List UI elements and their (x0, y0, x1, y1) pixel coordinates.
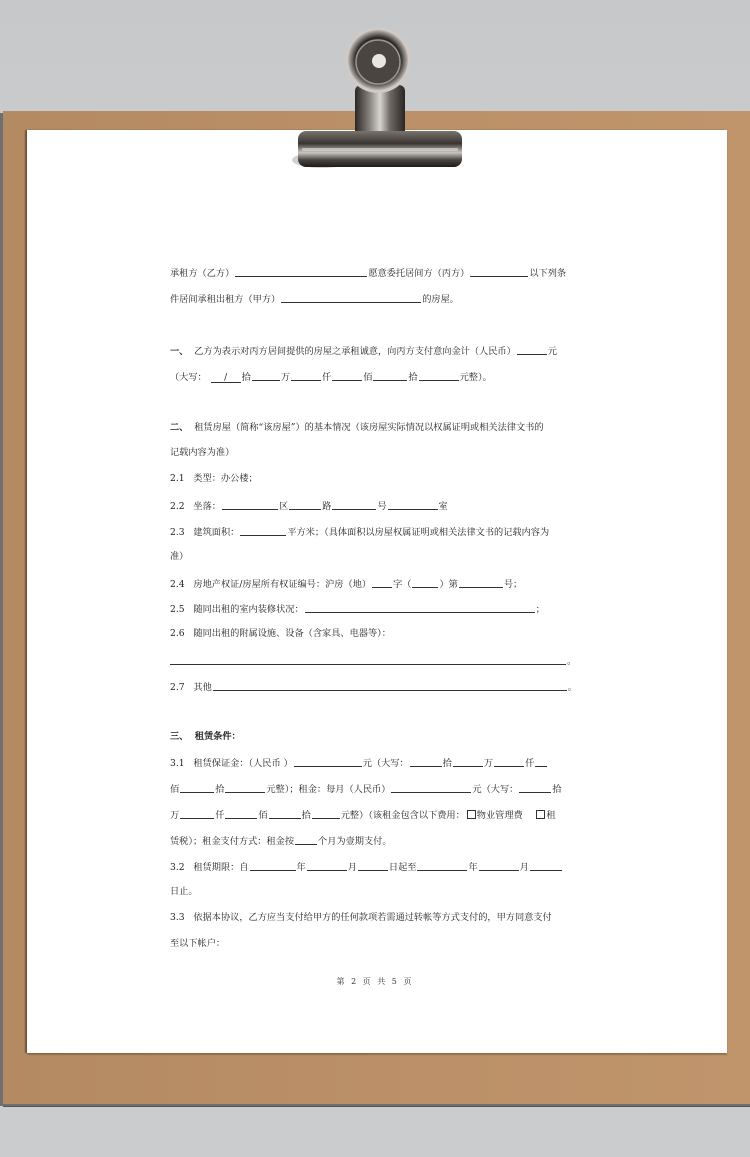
item-2-5: 2.5 随同出租的室内装修状况： ； (170, 604, 545, 615)
item-2-7: 2.7 其他 。 (170, 682, 577, 693)
item-3-3-cont: 至以下帐户： (170, 938, 226, 949)
section-2-heading-cont: 记载内容为准） (170, 447, 235, 458)
item-3-2: 3.2 租赁期限：自 年 月 日起至 年 月 (170, 860, 563, 874)
item-3-3: 3.3 依据本协议，乙方应当支付给甲方的任何款项若需通过转帐等方式支付的，甲方同意支付 (170, 912, 552, 923)
page-number: 第 2 页 共 5 页 (336, 977, 414, 986)
item-3-1-line-4: 赁税）；租金支付方式：租金按 个月为壹期支付。 (170, 836, 392, 847)
item-2-1: 2.1 类型：办公楼； (170, 473, 258, 484)
item-2-6: 2.6 随同出租的附属设施、设备（含家具、电器等）： (170, 628, 391, 639)
intro-line-1: 承租方（乙方） 愿意委托居间方（丙方） 以下列条 (170, 268, 567, 279)
intent-amount-blank[interactable] (517, 345, 547, 355)
item-3-1-line-3: 万 仟 佰 拾 元整）（该租金包含以下费用： 物业管理费 租 (170, 810, 556, 821)
item-3-2-cont: 日止。 (170, 886, 198, 897)
intro-line-2: 件居间承租出租方（甲方） 的房屋。 (170, 294, 459, 305)
item-2-6-blank-line: 。 (170, 654, 576, 668)
item-3-1-line-2: 佰 拾 元整）；租金：每月（人民币） 元（大写： 拾 (170, 784, 562, 795)
section-2-heading: 二、 租赁房屋（简称“该房屋”）的基本情况（该房屋实际情况以权属证明或相关法律文书的 (170, 422, 544, 433)
property-fee-checkbox[interactable] (467, 810, 476, 819)
tenant-blank[interactable] (235, 267, 367, 277)
item-2-3: 2.3 建筑面积： 平方米；（具体面积以房屋权属证明或相关法律文书的记载内容为 (170, 527, 550, 538)
section-1-line-2: （大写： / 拾 万 仟 佰 拾 元整）。 (170, 372, 492, 383)
item-3-1-line-1: 3.1 租赁保证金：（人民币 ） 元（大写： 拾 万 仟 (170, 756, 548, 770)
rent-tax-checkbox[interactable] (536, 810, 545, 819)
landlord-blank[interactable] (281, 293, 421, 303)
broker-blank[interactable] (470, 267, 528, 277)
section-3-heading: 三、 租赁条件： (170, 731, 241, 742)
section-1-line-1: 一、 乙方为表示对丙方居间提供的房屋之承租诚意，向丙方支付意向金计（人民币） 元 (170, 346, 557, 357)
item-2-4: 2.4 房地产权证/房屋所有权证编号：沪房（地） 字（ ）第 号； (170, 579, 523, 590)
item-2-3-cont: 准） (170, 551, 189, 562)
item-2-2: 2.2 坐落： 区 路 号 室 (170, 501, 448, 512)
